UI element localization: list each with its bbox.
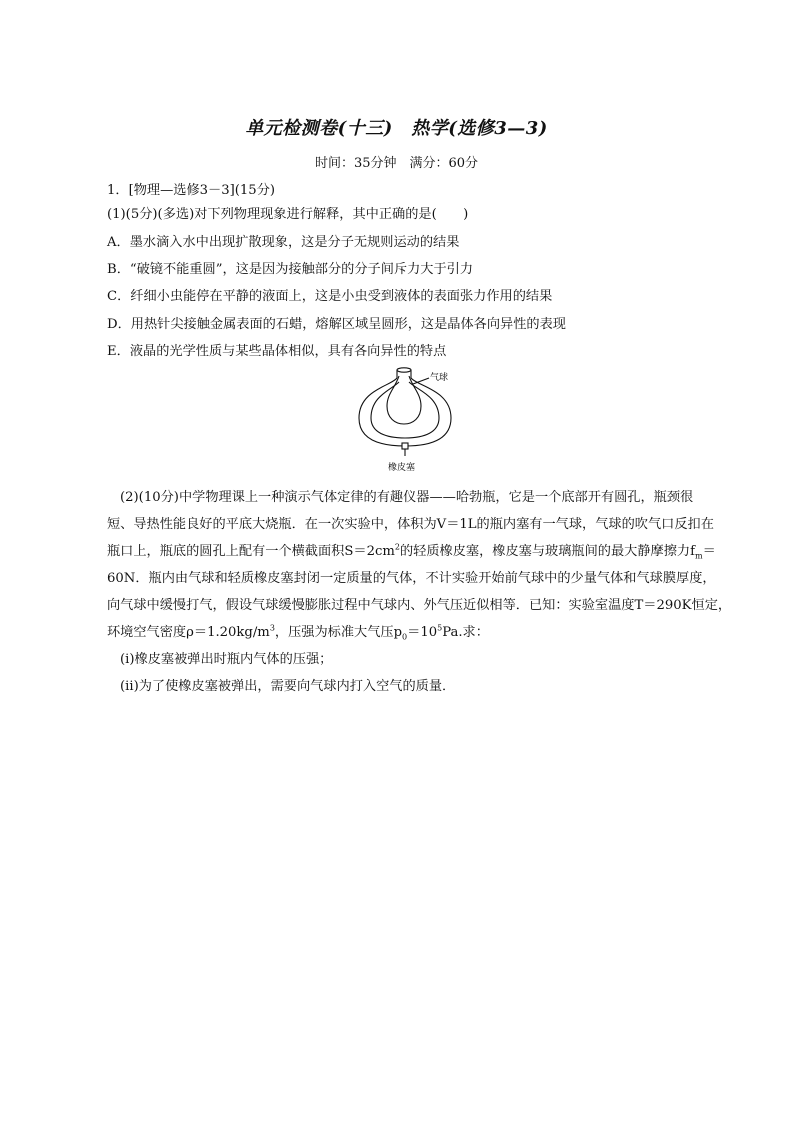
flask-inner-outline — [371, 382, 439, 438]
rubber-stopper — [402, 443, 408, 449]
option-c: C．纤细小虫能停在平静的液面上，这是小虫受到液体的表面张力作用的结果 — [107, 289, 553, 304]
part2-line-6-c: ＝10 — [407, 625, 438, 640]
part2-line-6-a: 环境空气密度ρ＝1.20kg/m — [107, 625, 270, 640]
flask-outline — [359, 378, 451, 446]
page-title: 单元检测卷(十三) 热学(选修3—3) — [245, 118, 548, 139]
friction-subscript: m — [695, 551, 703, 561]
option-a: A．墨水滴入水中出现扩散现象，这是分子无规则运动的结果 — [107, 235, 460, 250]
question-1-part1-stem: (1)(5分)(多选)对下列物理现象进行解释，其中正确的是( ) — [107, 207, 469, 222]
option-b: B．“破镜不能重圆”，这是因为接触部分的分子间斥力大于引力 — [107, 262, 474, 277]
area-unit-exponent: 2 — [394, 542, 400, 552]
part2-line-3 — [107, 543, 716, 561]
hubble-flask-figure — [355, 366, 465, 478]
part2-line-3-c: ＝ — [702, 544, 716, 559]
pressure-subscript: 0 — [402, 632, 408, 642]
density-unit-exponent: 3 — [269, 623, 275, 633]
part2-line-1: (2)(10分)中学物理课上一种演示气体定律的有趣仪器——哈勃瓶，它是一个底部开有圆孔，瓶颈很 — [120, 490, 694, 505]
part2-line-6-d: Pa.求： — [442, 625, 489, 640]
part2-line-3-a: 瓶口上，瓶底的圆孔上配有一个横截面积S＝2cm — [107, 544, 395, 559]
balloon-label: 气球 — [430, 373, 449, 383]
pressure-exponent: 5 — [437, 623, 443, 633]
stopper-label: 橡皮塞 — [388, 463, 416, 473]
part2-line-4: 60N．瓶内由气球和轻质橡皮塞封闭一定质量的气体，不计实验开始前气球中的少量气体和气球膜厚度， — [107, 571, 716, 586]
option-e: E．液晶的光学性质与某些晶体相似，具有各向异性的特点 — [107, 344, 447, 359]
part2-line-3-b: 的轻质橡皮塞，橡皮塞与玻璃瓶间的最大静摩擦力f — [399, 544, 695, 559]
option-d: D．用热针尖接触金属表面的石蜡，熔解区域呈圆形，这是晶体各向异性的表现 — [107, 317, 566, 332]
sub-question-i: (ⅰ)橡皮塞被弹出时瓶内气体的压强； — [120, 652, 333, 667]
question-1-header: 1．[物理—选修3－3](15分) — [107, 183, 276, 198]
part2-line-6 — [107, 624, 489, 642]
part2-line-5: 向气球中缓慢打气，假设气球缓慢膨胀过程中气球内、外气压近似相等．已知：实验室温度T＝290K恒定， — [107, 598, 732, 613]
exam-time-and-score: 时间：35分钟 满分：60分 — [314, 156, 479, 171]
part2-line-2: 短、导热性能良好的平底大烧瓶．在一次实验中，体积为V＝1L的瓶内塞有一气球，气球的吹气口反扣在 — [107, 517, 714, 532]
sub-question-ii: (ⅱ)为了使橡皮塞被弹出，需要向气球内打入空气的质量． — [120, 679, 456, 694]
part2-line-6-b: ，压强为标准大气压p — [274, 625, 403, 640]
